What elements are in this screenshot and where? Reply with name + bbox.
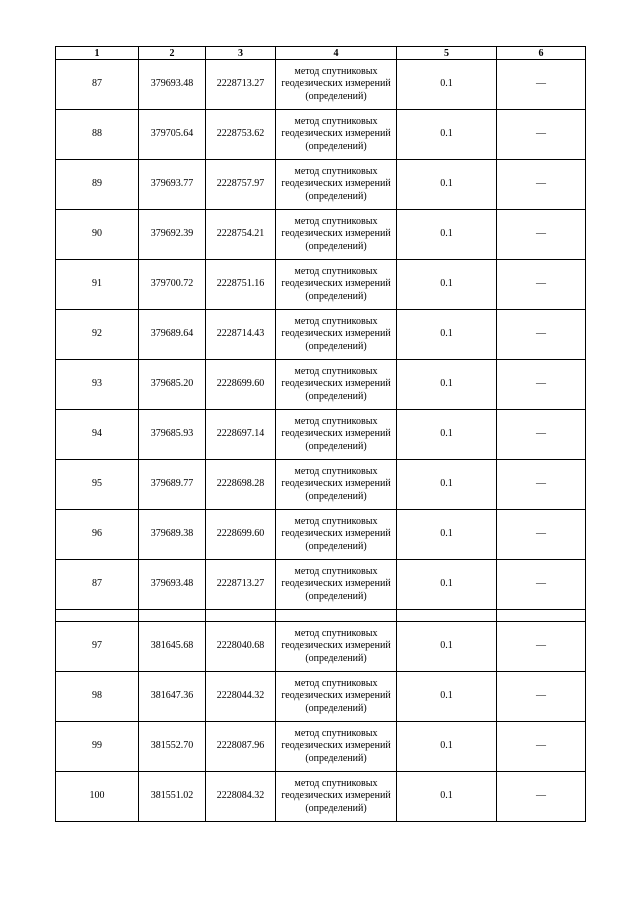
precision-cell: 0.1 — [397, 260, 497, 310]
empty-cell — [276, 610, 397, 622]
method-cell — [276, 60, 397, 110]
empty-cell — [497, 610, 586, 622]
y-coordinate-cell: 2228044.32 — [206, 672, 276, 722]
method-text: метод спутниковых геодезических измерений (определений) — [281, 416, 391, 452]
y-coordinate-cell: 2228087.96 — [206, 722, 276, 772]
precision-cell: 0.1 — [397, 110, 497, 160]
description-cell: — — [497, 560, 586, 610]
method-cell — [276, 560, 397, 610]
description-cell: — — [497, 60, 586, 110]
header-col-1: 1 — [56, 47, 139, 60]
coordinates-table — [55, 46, 586, 822]
table-row — [56, 410, 586, 460]
y-coordinate-cell: 2228754.21 — [206, 210, 276, 260]
y-coordinate-cell: 2228699.60 — [206, 510, 276, 560]
point-number-cell: 97 — [56, 622, 139, 672]
table-row — [56, 722, 586, 772]
header-col-3: 3 — [206, 47, 276, 60]
point-number-cell: 98 — [56, 672, 139, 722]
table-row — [56, 60, 586, 110]
precision-cell: 0.1 — [397, 60, 497, 110]
method-cell — [276, 510, 397, 560]
y-coordinate-cell: 2228040.68 — [206, 622, 276, 672]
section-separator-row — [56, 610, 586, 622]
table-row — [56, 510, 586, 560]
precision-cell: 0.1 — [397, 510, 497, 560]
description-cell: — — [497, 310, 586, 360]
table-row — [56, 672, 586, 722]
description-cell: — — [497, 410, 586, 460]
point-number-cell: 94 — [56, 410, 139, 460]
table-row — [56, 560, 586, 610]
x-coordinate-cell: 379685.20 — [139, 360, 206, 410]
table-row — [56, 210, 586, 260]
x-coordinate-cell: 379689.77 — [139, 460, 206, 510]
method-text: метод спутниковых геодезических измерений (определений) — [281, 116, 391, 152]
x-coordinate-cell: 379705.64 — [139, 110, 206, 160]
header-col-6: 6 — [497, 47, 586, 60]
y-coordinate-cell: 2228751.16 — [206, 260, 276, 310]
table-row — [56, 110, 586, 160]
x-coordinate-cell: 381552.70 — [139, 722, 206, 772]
table-row — [56, 772, 586, 822]
method-text: метод спутниковых геодезических измерений (определений) — [281, 728, 391, 764]
method-text: метод спутниковых геодезических измерений (определений) — [281, 66, 391, 102]
point-number-cell: 95 — [56, 460, 139, 510]
point-number-cell: 99 — [56, 722, 139, 772]
method-text: метод спутниковых геодезических измерений (определений) — [281, 366, 391, 402]
y-coordinate-cell: 2228699.60 — [206, 360, 276, 410]
table-row — [56, 622, 586, 672]
point-number-cell: 100 — [56, 772, 139, 822]
method-text: метод спутниковых геодезических измерений (определений) — [281, 266, 391, 302]
method-cell — [276, 260, 397, 310]
precision-cell: 0.1 — [397, 460, 497, 510]
header-row — [56, 47, 586, 60]
description-cell: — — [497, 360, 586, 410]
point-number-cell: 88 — [56, 110, 139, 160]
empty-cell — [139, 610, 206, 622]
method-cell — [276, 360, 397, 410]
table-row — [56, 460, 586, 510]
description-cell: — — [497, 722, 586, 772]
method-text: метод спутниковых геодезических измерений (определений) — [281, 516, 391, 552]
y-coordinate-cell: 2228697.14 — [206, 410, 276, 460]
method-cell — [276, 210, 397, 260]
y-coordinate-cell: 2228714.43 — [206, 310, 276, 360]
y-coordinate-cell: 2228757.97 — [206, 160, 276, 210]
precision-cell: 0.1 — [397, 210, 497, 260]
table-row — [56, 360, 586, 410]
method-cell — [276, 772, 397, 822]
empty-cell — [397, 610, 497, 622]
method-text: метод спутниковых геодезических измерений (определений) — [281, 778, 391, 814]
description-cell: — — [497, 210, 586, 260]
empty-cell — [56, 610, 139, 622]
method-text: метод спутниковых геодезических измерений (определений) — [281, 678, 391, 714]
table-body — [56, 60, 586, 822]
y-coordinate-cell: 2228713.27 — [206, 560, 276, 610]
method-text: метод спутниковых геодезических измерений (определений) — [281, 566, 391, 602]
description-cell: — — [497, 110, 586, 160]
x-coordinate-cell: 379700.72 — [139, 260, 206, 310]
description-cell: — — [497, 672, 586, 722]
precision-cell: 0.1 — [397, 622, 497, 672]
method-text: метод спутниковых геодезических измерений (определений) — [281, 466, 391, 502]
point-number-cell: 87 — [56, 60, 139, 110]
description-cell: — — [497, 260, 586, 310]
point-number-cell: 93 — [56, 360, 139, 410]
description-cell: — — [497, 460, 586, 510]
precision-cell: 0.1 — [397, 360, 497, 410]
method-text: метод спутниковых геодезических измерений (определений) — [281, 166, 391, 202]
table-row — [56, 260, 586, 310]
x-coordinate-cell: 379693.77 — [139, 160, 206, 210]
point-number-cell: 89 — [56, 160, 139, 210]
point-number-cell: 92 — [56, 310, 139, 360]
point-number-cell: 91 — [56, 260, 139, 310]
description-cell: — — [497, 510, 586, 560]
x-coordinate-cell: 379692.39 — [139, 210, 206, 260]
table-row — [56, 160, 586, 210]
precision-cell: 0.1 — [397, 560, 497, 610]
method-cell — [276, 622, 397, 672]
method-text: метод спутниковых геодезических измерений (определений) — [281, 216, 391, 252]
x-coordinate-cell: 379693.48 — [139, 60, 206, 110]
x-coordinate-cell: 379685.93 — [139, 410, 206, 460]
precision-cell: 0.1 — [397, 722, 497, 772]
precision-cell: 0.1 — [397, 410, 497, 460]
x-coordinate-cell: 381645.68 — [139, 622, 206, 672]
header-col-2: 2 — [139, 47, 206, 60]
precision-cell: 0.1 — [397, 310, 497, 360]
x-coordinate-cell: 379693.48 — [139, 560, 206, 610]
x-coordinate-cell: 381647.36 — [139, 672, 206, 722]
y-coordinate-cell: 2228698.28 — [206, 460, 276, 510]
method-text: метод спутниковых геодезических измерений (определений) — [281, 316, 391, 352]
header-col-4: 4 — [276, 47, 397, 60]
description-cell: — — [497, 622, 586, 672]
point-number-cell: 90 — [56, 210, 139, 260]
method-cell — [276, 310, 397, 360]
method-cell — [276, 410, 397, 460]
method-cell — [276, 672, 397, 722]
precision-cell: 0.1 — [397, 160, 497, 210]
x-coordinate-cell: 381551.02 — [139, 772, 206, 822]
method-cell — [276, 160, 397, 210]
precision-cell: 0.1 — [397, 772, 497, 822]
y-coordinate-cell: 2228753.62 — [206, 110, 276, 160]
point-number-cell: 96 — [56, 510, 139, 560]
method-cell — [276, 460, 397, 510]
description-cell: — — [497, 160, 586, 210]
x-coordinate-cell: 379689.38 — [139, 510, 206, 560]
y-coordinate-cell: 2228084.32 — [206, 772, 276, 822]
y-coordinate-cell: 2228713.27 — [206, 60, 276, 110]
header-col-5: 5 — [397, 47, 497, 60]
point-number-cell: 87 — [56, 560, 139, 610]
empty-cell — [206, 610, 276, 622]
precision-cell: 0.1 — [397, 672, 497, 722]
method-cell — [276, 110, 397, 160]
x-coordinate-cell: 379689.64 — [139, 310, 206, 360]
method-cell — [276, 722, 397, 772]
method-text: метод спутниковых геодезических измерений (определений) — [281, 628, 391, 664]
table-row — [56, 310, 586, 360]
description-cell: — — [497, 772, 586, 822]
